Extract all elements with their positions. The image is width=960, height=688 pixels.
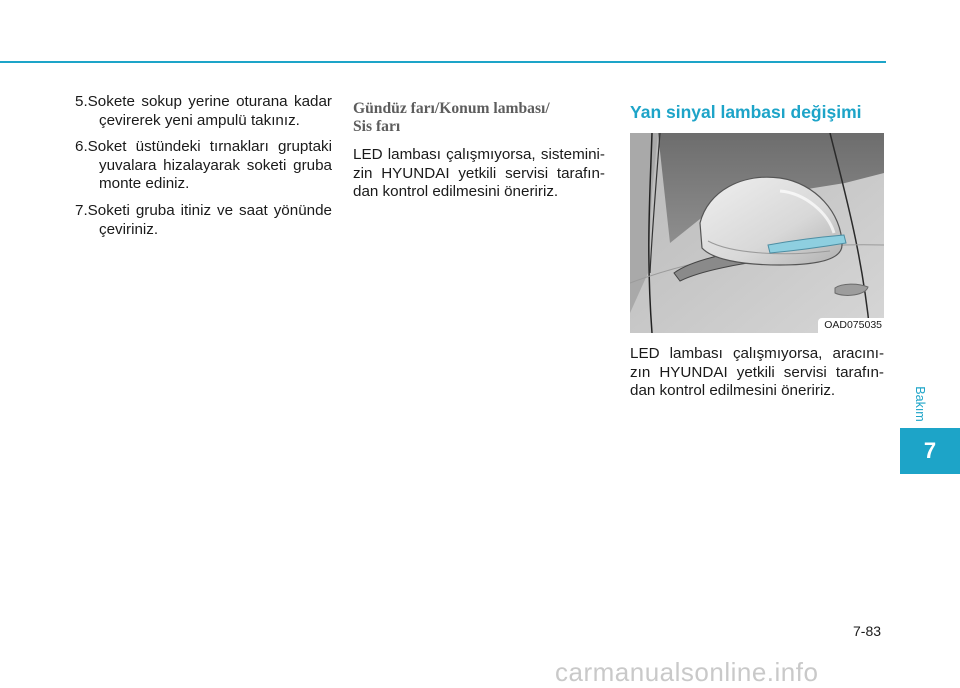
chapter-side-label-text: Bakım	[913, 386, 927, 422]
column-drl-section	[353, 93, 605, 202]
figure-code: OAD075035	[818, 318, 884, 333]
step-5: 5.Sokete sokup yerine oturana kadar çevirerek yeni ampulü takınız.	[75, 93, 332, 129]
section-heading-drl	[353, 100, 605, 136]
column-side-signal	[630, 93, 884, 401]
side-mirror-figure	[630, 133, 884, 333]
side-mirror-illustration	[630, 133, 884, 333]
chapter-side-label	[905, 384, 935, 424]
column-steps	[75, 93, 332, 247]
watermark: carmanualsonline.info	[555, 657, 819, 687]
section-heading-side-signal: Yan sinyal lambası değişimi	[630, 102, 862, 122]
step-7: 7.Soketi gruba itiniz ve saat yönünde çeviriniz.	[75, 201, 332, 238]
step-6: 6.Soket üstündeki tırnakları gruptaki yuvalara hizalayarak soketi gruba monte ediniz.	[75, 138, 332, 193]
section-heading-line-2: Sis farı	[353, 118, 401, 135]
chapter-number-tab: 7	[900, 428, 960, 474]
page-number: 7-83	[853, 623, 882, 639]
section-heading-line-1: Gündüz farı/Konum lambası/	[353, 100, 550, 117]
side-signal-paragraph: LED lambası çalışmıyorsa, aracını-zın HYUNDAI yetkili servisi tarafın-dan kontrol edilmesini öneririz.	[630, 345, 884, 400]
drl-paragraph: LED lambası çalışmıyorsa, sistemini-zin HYUNDAI yetkili servisi tarafın-dan kontrol edilmesini öneririz.	[353, 146, 605, 201]
header-rule	[0, 61, 886, 63]
